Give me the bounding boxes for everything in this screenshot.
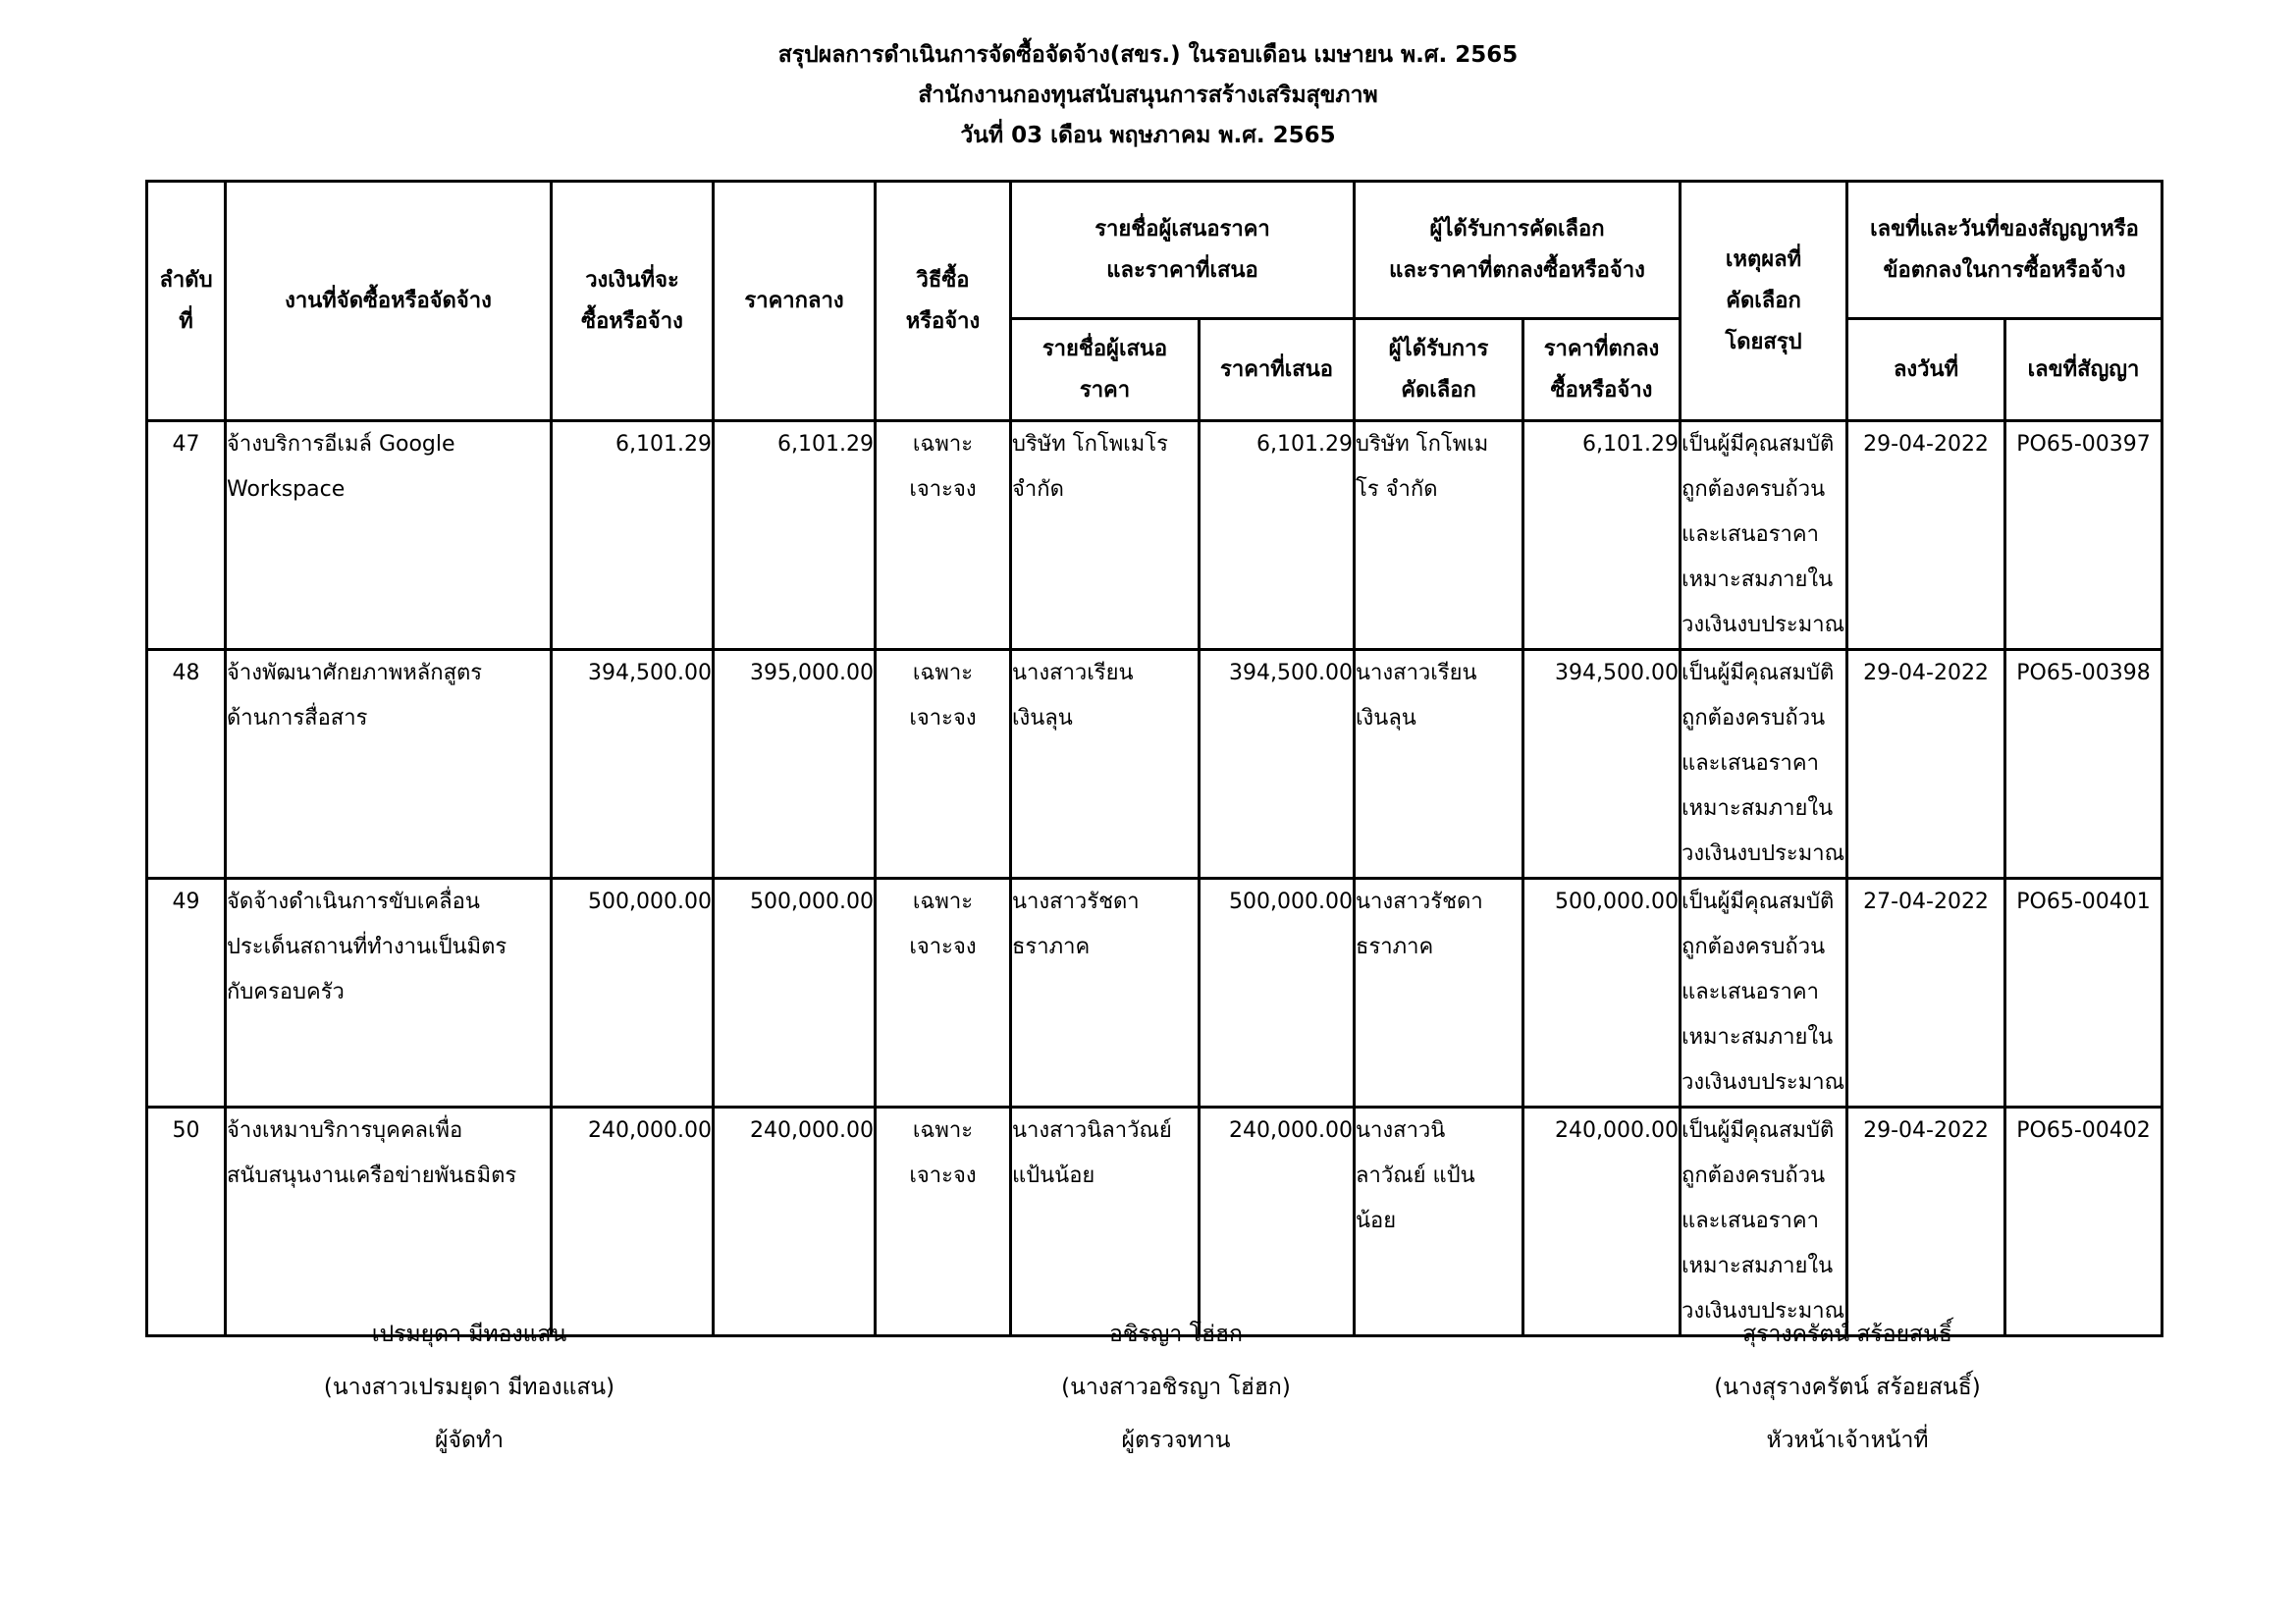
row-method: เฉพาะ เจาะจง — [876, 650, 1011, 879]
row-agreed-price: 6,101.29 — [1523, 421, 1681, 650]
organization-name: สำนักงานกองทุนสนับสนุนการสร้างเสริมสุขภาพ — [918, 82, 1378, 108]
signer-name: เปรมยุดา มีทองแสน — [371, 1322, 567, 1347]
col-contract-group: เลขที่และวันที่ของสัญญาหรือ ข้อตกลงในการซื้อหรือจ้าง — [1847, 182, 2163, 319]
row-seq: 50 — [147, 1108, 226, 1336]
signature-reviewer — [881, 1308, 1470, 1467]
row-reason: เป็นผู้มีคุณสมบัติ ถูกต้องครบถ้วน และเสนอราคา เหมาะสมภายใน วงเงินงบประมาณ — [1681, 650, 1847, 879]
col-method: วิธีซื้อ หรือจ้าง — [876, 182, 1011, 421]
row-method: เฉพาะ เจาะจง — [876, 421, 1011, 650]
col-bid-price: ราคาที่เสนอ — [1200, 319, 1355, 421]
row-work: จ้างพัฒนาศักยภาพหลักสูตร ด้านการสื่อสาร — [226, 650, 552, 879]
row-median: 395,000.00 — [714, 650, 876, 879]
signer-role: ผู้ตรวจทาน — [1121, 1428, 1231, 1453]
row-winner: นางสาวรัชดา ธราภาค — [1355, 879, 1523, 1108]
document-header — [0, 35, 2296, 156]
row-date: 29-04-2022 — [1847, 421, 2005, 650]
row-bidder: บริษัท โกโพเมโร จำกัด — [1011, 421, 1200, 650]
col-work: งานที่จัดซื้อหรือจัดจ้าง — [226, 182, 552, 421]
row-bid-price: 6,101.29 — [1200, 421, 1355, 650]
procurement-table — [145, 180, 2163, 1337]
row-contract-no: PO65-00397 — [2005, 421, 2163, 650]
signer-role: ผู้จัดทำ — [435, 1428, 504, 1453]
col-agreed-price: ราคาที่ตกลง ซื้อหรือจ้าง — [1523, 319, 1681, 421]
table-row — [147, 650, 2163, 879]
row-median: 240,000.00 — [714, 1108, 876, 1336]
row-seq: 49 — [147, 879, 226, 1108]
row-work: จ้างเหมาบริการบุคคลเพื่อ สนับสนุนงานเครือข่ายพันธมิตร — [226, 1108, 552, 1336]
row-agreed-price: 240,000.00 — [1523, 1108, 1681, 1336]
row-bidder: นางสาวรัชดา ธราภาค — [1011, 879, 1200, 1108]
col-seq: ลำดับ ที่ — [147, 182, 226, 421]
row-method: เฉพาะ เจาะจง — [876, 879, 1011, 1108]
table-row — [147, 1108, 2163, 1336]
col-contract-no: เลขที่สัญญา — [2005, 319, 2163, 421]
signature-head-officer — [1553, 1308, 2142, 1467]
row-agreed-price: 500,000.00 — [1523, 879, 1681, 1108]
signature-section — [0, 1308, 2296, 1465]
col-contract-date: ลงวันที่ — [1847, 319, 2005, 421]
signer-name: อชิรญา โฮ่ฮก — [1109, 1322, 1243, 1347]
signer-full-name: (นางสาวอชิรญา โฮ่ฮก) — [1061, 1375, 1291, 1400]
col-bidder-name: รายชื่อผู้เสนอ ราคา — [1011, 319, 1200, 421]
row-contract-no: PO65-00402 — [2005, 1108, 2163, 1336]
table-row — [147, 421, 2163, 650]
col-budget: วงเงินที่จะ ซื้อหรือจ้าง — [552, 182, 714, 421]
table-row — [147, 879, 2163, 1108]
row-bid-price: 394,500.00 — [1200, 650, 1355, 879]
col-reason: เหตุผลที่ คัดเลือก โดยสรุป — [1681, 182, 1847, 421]
document-title: สรุปผลการดำเนินการจัดซื้อจัดจ้าง(สขร.) ในรอบเดือน เมษายน พ.ศ. 2565 — [777, 42, 1519, 68]
row-budget: 500,000.00 — [552, 879, 714, 1108]
row-winner: นางสาวเรียน เงินลุน — [1355, 650, 1523, 879]
row-winner: นางสาวนิ ลาวัณย์ แป้น น้อย — [1355, 1108, 1523, 1336]
row-contract-no: PO65-00401 — [2005, 879, 2163, 1108]
row-bidder: นางสาวเรียน เงินลุน — [1011, 650, 1200, 879]
row-date: 29-04-2022 — [1847, 650, 2005, 879]
document-date: วันที่ 03 เดือน พฤษภาคม พ.ศ. 2565 — [960, 123, 1336, 148]
row-bid-price: 240,000.00 — [1200, 1108, 1355, 1336]
signer-full-name: (นางสาวเปรมยุดา มีทองแสน) — [323, 1375, 615, 1400]
col-winner-name: ผู้ได้รับการ คัดเลือก — [1355, 319, 1523, 421]
row-work: จัดจ้างดำเนินการขับเคลื่อน ประเด็นสถานที่ทำงานเป็นมิตร กับครอบครัว — [226, 879, 552, 1108]
row-contract-no: PO65-00398 — [2005, 650, 2163, 879]
row-winner: บริษัท โกโพเม โร จำกัด — [1355, 421, 1523, 650]
table-header-row — [147, 182, 2163, 319]
row-seq: 48 — [147, 650, 226, 879]
row-reason: เป็นผู้มีคุณสมบัติ ถูกต้องครบถ้วน และเสนอราคา เหมาะสมภายใน วงเงินงบประมาณ — [1681, 879, 1847, 1108]
row-agreed-price: 394,500.00 — [1523, 650, 1681, 879]
col-winner-group: ผู้ได้รับการคัดเลือก และราคาที่ตกลงซื้อหรือจ้าง — [1355, 182, 1681, 319]
row-date: 29-04-2022 — [1847, 1108, 2005, 1336]
row-reason: เป็นผู้มีคุณสมบัติ ถูกต้องครบถ้วน และเสนอราคา เหมาะสมภายใน วงเงินงบประมาณ — [1681, 1108, 1847, 1336]
row-bid-price: 500,000.00 — [1200, 879, 1355, 1108]
row-reason: เป็นผู้มีคุณสมบัติ ถูกต้องครบถ้วน และเสนอราคา เหมาะสมภายใน วงเงินงบประมาณ — [1681, 421, 1847, 650]
col-median: ราคากลาง — [714, 182, 876, 421]
signature-preparer — [175, 1308, 764, 1467]
row-bidder: นางสาวนิลาวัณย์ แป้นน้อย — [1011, 1108, 1200, 1336]
col-bidders-group: รายชื่อผู้เสนอราคา และราคาที่เสนอ — [1011, 182, 1355, 319]
row-seq: 47 — [147, 421, 226, 650]
row-median: 6,101.29 — [714, 421, 876, 650]
signer-name: สุรางครัตน์ สร้อยสนธิ์ — [1742, 1322, 1952, 1347]
row-method: เฉพาะ เจาะจง — [876, 1108, 1011, 1336]
signer-role: หัวหน้าเจ้าหน้าที่ — [1766, 1428, 1929, 1453]
signer-full-name: (นางสุรางครัตน์ สร้อยสนธิ์) — [1714, 1375, 1981, 1400]
row-budget: 6,101.29 — [552, 421, 714, 650]
row-budget: 394,500.00 — [552, 650, 714, 879]
row-work: จ้างบริการอีเมล์ Google Workspace — [226, 421, 552, 650]
row-median: 500,000.00 — [714, 879, 876, 1108]
row-budget: 240,000.00 — [552, 1108, 714, 1336]
row-date: 27-04-2022 — [1847, 879, 2005, 1108]
